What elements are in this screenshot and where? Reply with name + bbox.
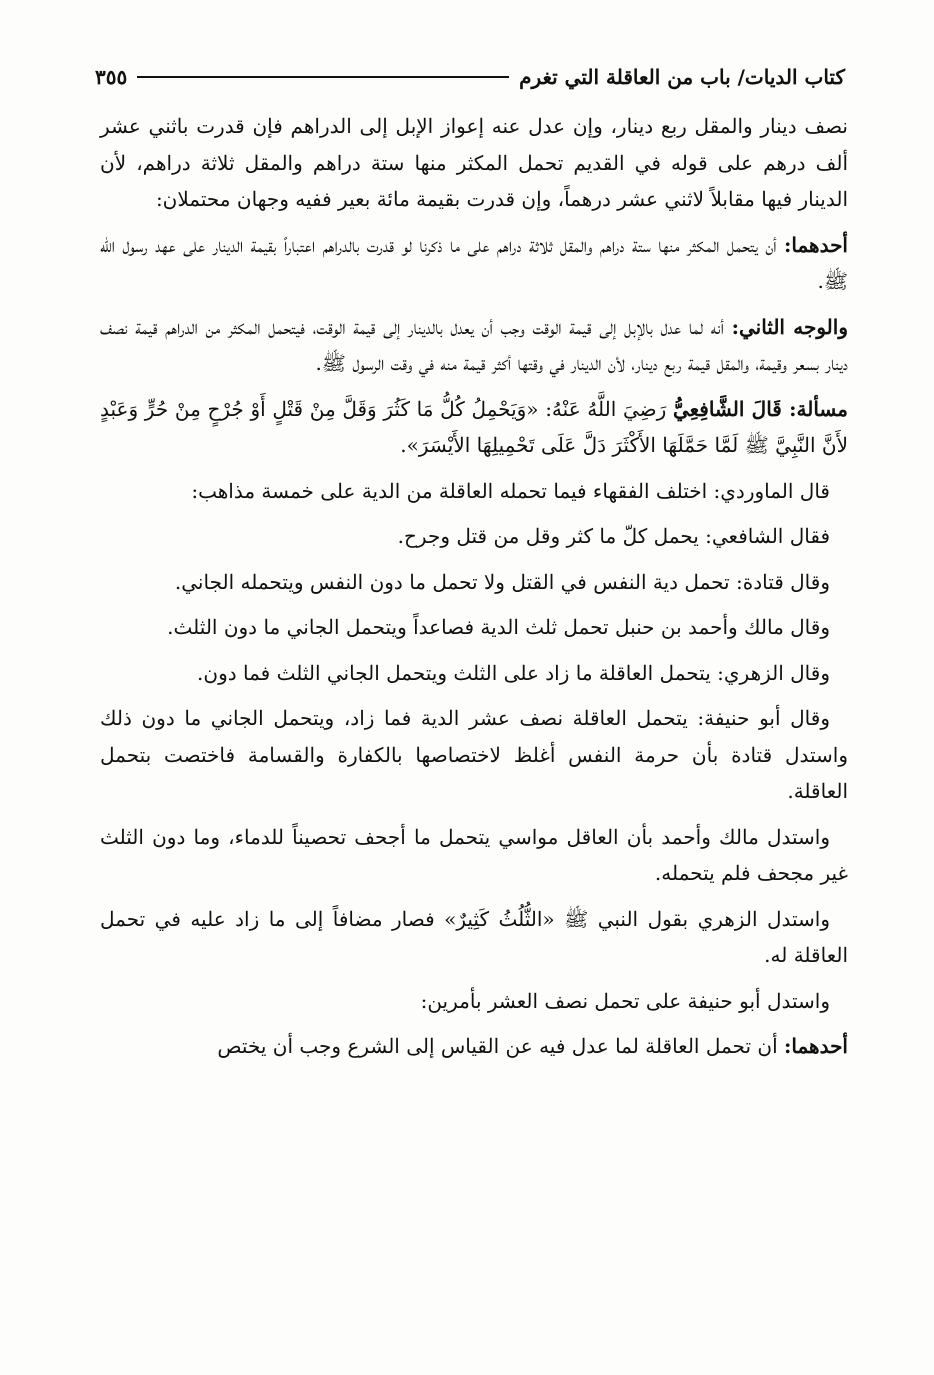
- paragraph-text: وقال الزهري: يتحمل العاقلة ما زاد على الثلث ويتحمل الجاني الثلث فما دون.: [197, 660, 830, 685]
- paragraph-lead: مسألة: قَالَ الشَّافِعِيُّ: [672, 396, 848, 421]
- paragraph-text: واستدل مالك وأحمد بأن العاقل مواسي يتحمل ما أجحف تحصيناً للدماء، وما دون الثلث غير مجحف فلم يتحمله.: [100, 824, 848, 885]
- paragraph-text: وقال مالك وأحمد بن حنبل تحمل ثلث الدية فصاعداً ويتحمل الجاني ما دون الثلث.: [167, 615, 830, 639]
- paragraph-text: واستدل أبو حنيفة على تحمل نصف العشر بأمرين:: [420, 988, 830, 1013]
- paragraph: [100, 518, 848, 555]
- paragraph-lead: والوجه الثاني:: [731, 314, 848, 339]
- paragraph: [100, 309, 848, 382]
- paragraph-lead: أحدهما:: [783, 1034, 848, 1058]
- paragraph-text: وقال أبو حنيفة: يتحمل العاقلة نصف عشر الدية فما زاد، ويتحمل الجاني ما دون ذلك واستدل قتادة بأن حرمة النفس أغلظ لاختصاصها بالكفارة والقسامة فاختصت بتحمل العاقلة.: [100, 706, 848, 803]
- paragraph: [100, 564, 848, 601]
- page-body: [100, 108, 848, 1074]
- paragraph: [100, 391, 848, 464]
- paragraph-text: أن يتحمل المكثر منها ستة دراهم والمقل ثلاثة دراهم على ما ذكرنا لو قدرت بالدراهم اعتباراً بقيمة الدينار على عهد رسول الله ﷺ.: [100, 232, 848, 293]
- chapter-title: كتاب الديات/ باب من العاقلة التي تغرم: [519, 65, 845, 89]
- paragraph-text: أن تحمل العاقلة لما عدل فيه عن القياس إلى الشرع وجب أن يختص: [217, 1034, 778, 1058]
- page-number: ٣٥٥: [95, 65, 128, 89]
- paragraph-text: وقال قتادة: تحمل دية النفس في القتل ولا تحمل ما دون النفس ويتحمله الجاني.: [174, 569, 830, 594]
- paragraph-text: أنه لما عدل بالإبل إلى قيمة الوقت وجب أن يعدل بالدينار إلى قيمة الوقت، فيتحمل المكثر من الدراهم قيمة نصف دينار بسعر وقيمة، والمقل قيمة ربع دينار، لأن الدينار في وقتها أكثر قيمة منه في وقت الرسول ﷺ.: [100, 314, 848, 375]
- paragraph: [100, 901, 848, 974]
- paragraph-text: قال الماوردي: اختلف الفقهاء فيما تحمله العاقلة من الدية على خمسة مذاهب:: [191, 478, 830, 503]
- paragraph: [100, 227, 848, 300]
- paragraph: [100, 609, 848, 646]
- paragraph: [100, 1028, 848, 1065]
- paragraph: [100, 473, 848, 510]
- paragraph-text: رَضِيَ اللَّهُ عَنْهُ: «وَيَحْمِلُ كُلُّ مَا كَثُرَ وَقَلَّ مِنْ قَتْلٍ أَوْ جُرْحٍ مِنْ حُرٍّ وَعَبْدٍ لأَنَّ النَّبِيَّ ﷺ لَمَّا حَمَّلَهَا الأَكْثَرَ دَلَّ عَلَى تَحْمِيلِهَا الأَيْسَرَ».: [100, 396, 848, 457]
- header-rule: [137, 76, 509, 78]
- paragraph-text: نصف دينار والمقل ربع دينار، وإن عدل عنه إعواز الإبل إلى الدراهم فإن قدرت باثني عشر ألف درهم على قوله في القديم تحمل المكثر منها ستة دراهم والمقل ثلاثة دراهم، لأن الدينار فيها مقابلاً لاثني عشر درهماً، وإن قدرت بقيمة مائة بعير ففيه وجهان محتملان:: [100, 114, 848, 211]
- paragraph-text: فقال الشافعي: يحمل كلّ ما كثر وقل من قتل وجرح.: [397, 524, 830, 548]
- paragraph: [100, 983, 848, 1020]
- paragraph: [100, 655, 848, 692]
- paragraph: [100, 700, 848, 810]
- paragraph-lead: أحدهما:: [783, 232, 848, 257]
- running-header: [95, 62, 845, 92]
- paragraph: [100, 108, 848, 218]
- paragraph-text: واستدل الزهري بقول النبي ﷺ «الثُّلُثُ كَثِيرٌ» فصار مضافاً إلى ما زاد عليه في تحمل العاقلة له.: [100, 906, 848, 967]
- paragraph: [100, 819, 848, 892]
